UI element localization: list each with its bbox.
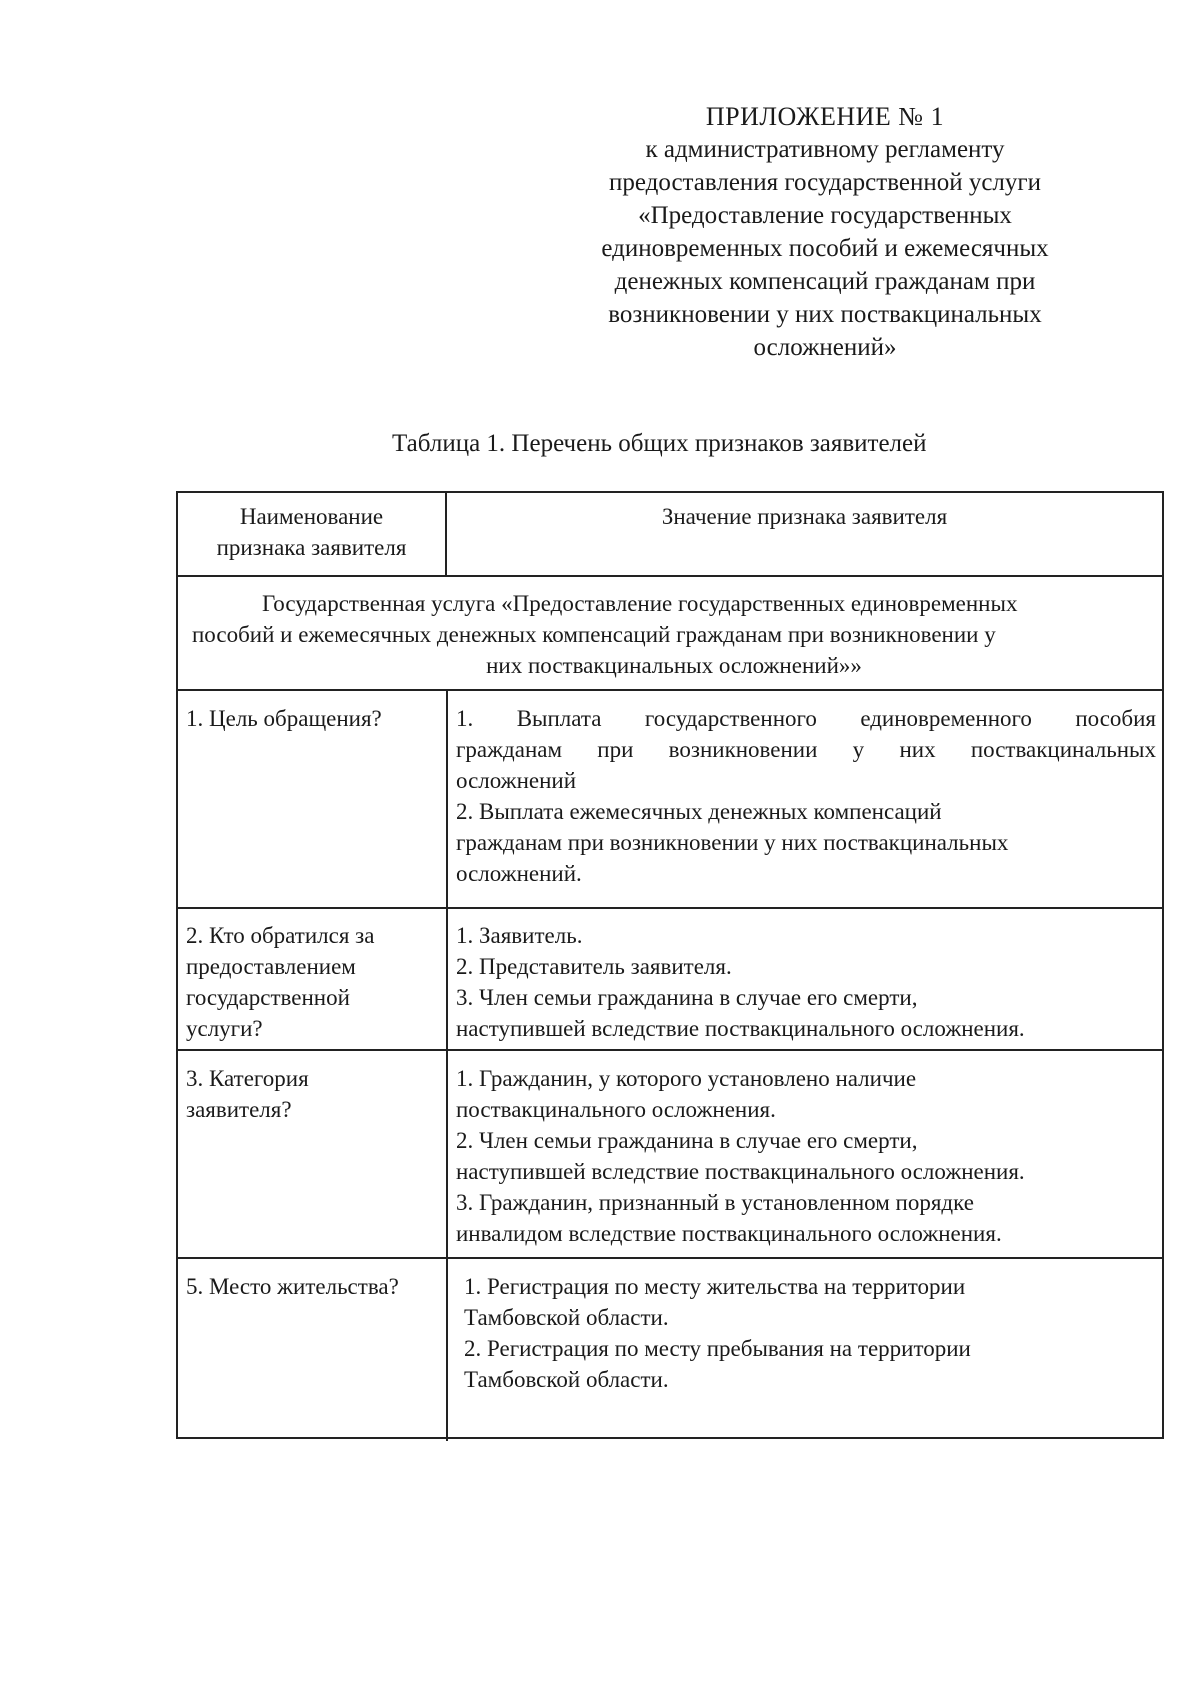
appendix-title: ПРИЛОЖЕНИЕ № 1 <box>705 102 945 131</box>
service-line: них поствакцинальных осложнений»» <box>486 653 862 678</box>
service-line: пособий и ежемесячных денежных компенсаций гражданам при возникновении у <box>192 622 996 647</box>
row-value-line: поствакцинального осложнения. <box>456 1097 776 1122</box>
row-value-line: гражданам при возникновении у них поствакцинальных <box>456 737 1156 762</box>
row-name-cell <box>186 920 444 1044</box>
row-value-line: Тамбовской области. <box>464 1367 669 1392</box>
table-caption: Таблица 1. Перечень общих признаков заявителей <box>392 430 927 457</box>
row-value-line: 3. Гражданин, признанный в установленном порядке <box>456 1190 974 1215</box>
service-row-cell <box>192 588 1156 681</box>
service-line: Государственная услуга «Предоставление государственных единовременных <box>262 591 1018 616</box>
row-value-cell <box>456 703 1156 889</box>
row-name-line: 3. Категория <box>186 1066 309 1091</box>
header-value-cell <box>447 501 1162 532</box>
row-name-line: государственной <box>186 985 350 1010</box>
row-value-line: наступившей вследствие поствакцинального осложнения. <box>456 1016 1025 1041</box>
row-value-line: 2. Представитель заявителя. <box>456 954 732 979</box>
appendix-header <box>560 100 1090 364</box>
row-value-line: 3. Член семьи гражданина в случае его смерти, <box>456 985 918 1010</box>
row-name-line: услуги? <box>186 1016 263 1041</box>
row-name-cell <box>186 1063 444 1125</box>
row-name-line: заявителя? <box>186 1097 292 1122</box>
column-divider <box>446 689 448 1441</box>
row-value-cell <box>456 1063 1156 1249</box>
header-name-line: Наименование <box>239 504 384 529</box>
row-value-line: осложнений. <box>456 861 582 886</box>
row-value-line: гражданам при возникновении у них поствакцинальных <box>456 830 1009 855</box>
table-rule <box>178 575 1162 577</box>
row-value-line: инвалидом вследствие поствакцинального осложнения. <box>456 1221 1002 1246</box>
row-value-line: 1. Заявитель. <box>456 923 583 948</box>
row-name-cell <box>186 1271 444 1302</box>
row-name-line: предоставлением <box>186 954 356 979</box>
row-value-line: 1. Выплата государственного единовременного пособия <box>456 706 1156 731</box>
applicant-features-table <box>176 491 1164 1439</box>
appendix-line: предоставления государственной услуги <box>608 169 1042 196</box>
header-value-text: Значение признака заявителя <box>661 504 948 529</box>
appendix-line: денежных компенсаций гражданам при <box>614 268 1036 295</box>
appendix-line: единовременных пособий и ежемесячных <box>601 235 1049 262</box>
row-value-line: осложнений <box>456 768 577 793</box>
appendix-line: «Предоставление государственных <box>638 202 1012 229</box>
row-value-line: 2. Регистрация по месту пребывания на территории <box>464 1336 971 1361</box>
row-value-line: 2. Член семьи гражданина в случае его смерти, <box>456 1128 918 1153</box>
row-value-cell <box>456 920 1156 1044</box>
row-value-cell <box>464 1271 1156 1395</box>
row-value-line: Тамбовской области. <box>464 1305 669 1330</box>
row-value-line: наступившей вследствие поствакцинального осложнения. <box>456 1159 1025 1184</box>
row-value-line: 1. Гражданин, у которого установлено наличие <box>456 1066 917 1091</box>
row-name-line: 1. Цель обращения? <box>186 706 382 731</box>
table-rule <box>178 689 1162 691</box>
appendix-line: возникновении у них поствакцинальных <box>608 301 1042 328</box>
row-name-line: 5. Место жительства? <box>186 1274 399 1299</box>
header-name-line: признака заявителя <box>216 535 407 560</box>
table-rule <box>178 1257 1162 1259</box>
table-rule <box>178 907 1162 909</box>
row-value-line: 2. Выплата ежемесячных денежных компенсаций <box>456 799 942 824</box>
appendix-line: осложнений» <box>753 334 897 361</box>
header-name-cell <box>178 501 445 563</box>
row-value-line: 1. Регистрация по месту жительства на территории <box>464 1274 966 1299</box>
table-rule <box>178 1049 1162 1051</box>
row-name-line: 2. Кто обратился за <box>186 923 375 948</box>
appendix-line: к административному регламенту <box>645 136 1005 163</box>
row-name-cell <box>186 703 444 734</box>
